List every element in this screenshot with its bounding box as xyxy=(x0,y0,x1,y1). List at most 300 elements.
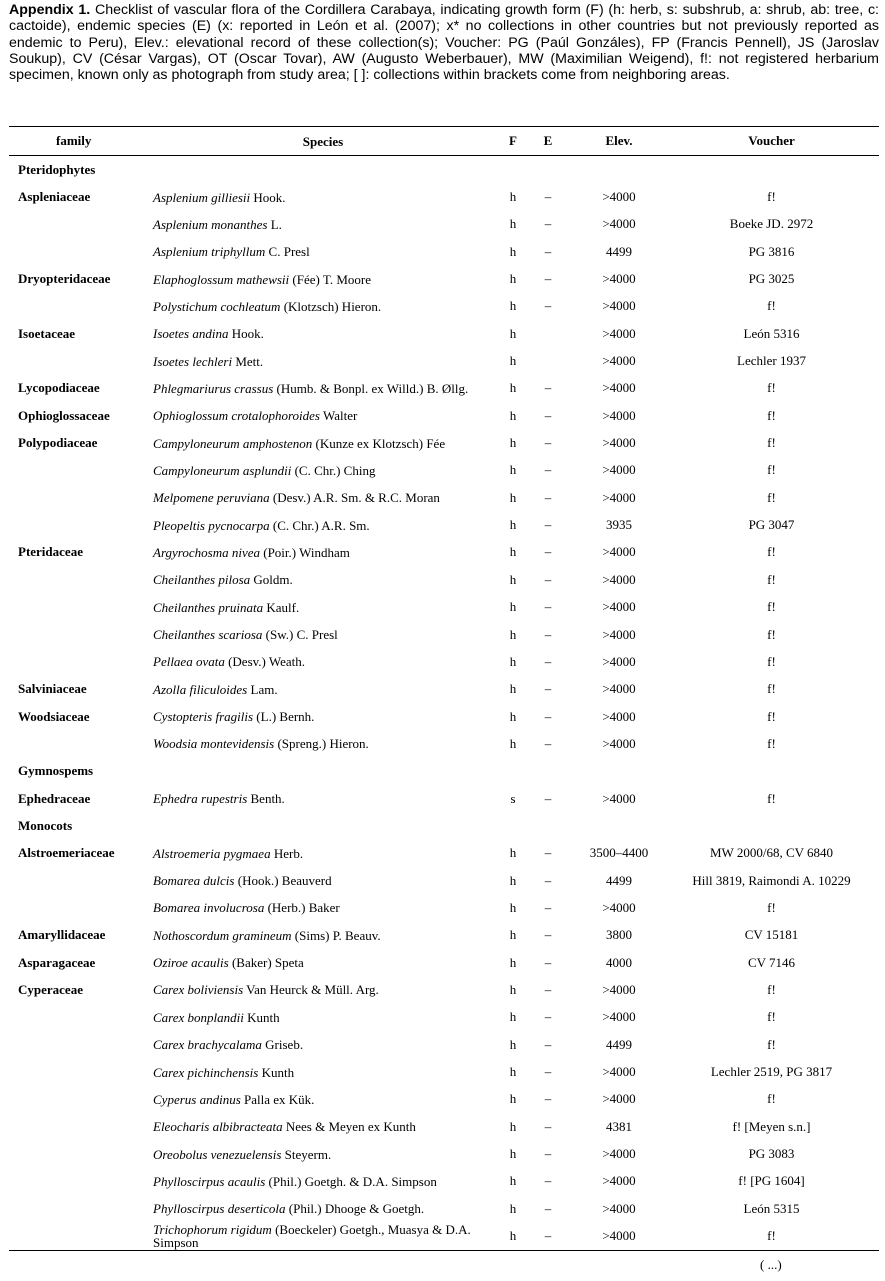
family-cell xyxy=(18,484,154,511)
species-name: Isoetes lechleri xyxy=(153,353,233,369)
elevation-cell: >4000 xyxy=(602,681,636,697)
table-row xyxy=(9,1140,879,1167)
elevation-cell: >4000 xyxy=(602,899,636,915)
voucher-cell: MW 2000/68, CV 6840 xyxy=(709,845,834,861)
species-cell xyxy=(153,1113,493,1140)
growth-form-cell: h xyxy=(509,708,517,724)
voucher-cell: f! xyxy=(767,1091,776,1107)
voucher-cell: f! xyxy=(767,1228,776,1244)
elevation-cell: 4499 xyxy=(606,243,632,259)
species-name: Ophioglossum crotalophoroides xyxy=(153,408,320,424)
species-author: (Herb.) Baker xyxy=(267,900,340,916)
species-author: (Baker) Speta xyxy=(231,955,304,971)
species-author: (Klotzsch) Hieron. xyxy=(283,298,382,314)
species-cell xyxy=(153,621,493,648)
elevation-cell: >4000 xyxy=(602,353,636,369)
group-label: Monocots xyxy=(18,817,73,833)
species-name: Polystichum cochleatum xyxy=(153,298,281,314)
table-row xyxy=(9,238,879,265)
elevation-cell: >4000 xyxy=(602,571,636,587)
species-cell xyxy=(153,785,493,812)
species-name: Oreobolus venezuelensis xyxy=(153,1146,282,1162)
endemic-cell: – xyxy=(544,954,552,970)
species-author: (Sw.) C. Presl xyxy=(265,627,338,643)
species-cell xyxy=(153,429,493,456)
growth-form-cell: h xyxy=(509,954,517,970)
endemic-cell: – xyxy=(544,681,552,697)
species-name: Eleocharis albibracteata xyxy=(153,1119,283,1135)
growth-form-cell: h xyxy=(509,1036,517,1052)
elevation-cell: >4000 xyxy=(602,599,636,615)
voucher-cell: f! xyxy=(767,1036,776,1052)
family-cell xyxy=(18,1222,154,1249)
growth-form-cell: h xyxy=(509,626,517,642)
growth-form-cell: h xyxy=(509,899,517,915)
endemic-cell: – xyxy=(544,1091,552,1107)
endemic-cell: – xyxy=(544,845,552,861)
group-label: Pteridophytes xyxy=(18,161,96,177)
species-author: Kaulf. xyxy=(266,599,300,615)
species-name: Woodsia montevidensis xyxy=(153,736,275,752)
table-row xyxy=(9,293,879,320)
table-row xyxy=(9,785,879,812)
endemic-cell: – xyxy=(544,1036,552,1052)
species-author: L. xyxy=(270,216,282,232)
group-row xyxy=(9,758,879,785)
table-row xyxy=(9,648,879,675)
species-name: Carex brachycalama xyxy=(153,1037,262,1053)
endemic-cell: – xyxy=(544,1064,552,1080)
header-f: F xyxy=(509,133,517,148)
endemic-cell: – xyxy=(544,899,552,915)
table-row xyxy=(9,922,879,949)
elevation-cell: >4000 xyxy=(602,216,636,232)
species-author: (Hook.) Beauverd xyxy=(237,873,332,889)
elevation-cell: >4000 xyxy=(602,435,636,451)
species-name: Melpomene peruviana xyxy=(153,490,270,506)
family-cell xyxy=(18,457,154,484)
species-author: (Spreng.) Hieron. xyxy=(277,736,369,752)
species-cell xyxy=(153,539,493,566)
voucher-cell: PG 3083 xyxy=(748,1146,795,1162)
elevation-cell: >4000 xyxy=(602,735,636,751)
species-author: Palla ex Kük. xyxy=(244,1091,315,1107)
table-row xyxy=(9,894,879,921)
species-author: Goldm. xyxy=(253,572,293,588)
endemic-cell: – xyxy=(544,271,552,287)
table-row xyxy=(9,183,879,210)
voucher-cell: f! xyxy=(767,407,776,423)
species-author: (Desv.) Weath. xyxy=(228,654,306,670)
family-cell: Lycopodiaceae xyxy=(18,380,100,396)
species-cell xyxy=(153,867,493,894)
voucher-cell: Lechler 2519, PG 3817 xyxy=(710,1064,833,1080)
family-cell xyxy=(18,238,154,265)
species-name: Alstroemeria pygmaea xyxy=(153,845,271,861)
growth-form-cell: h xyxy=(509,407,517,423)
growth-form-cell: h xyxy=(509,489,517,505)
species-name: Asplenium monanthes xyxy=(153,216,268,232)
endemic-cell: – xyxy=(544,489,552,505)
growth-form-cell: h xyxy=(509,1009,517,1025)
species-author: (Fée) T. Moore xyxy=(292,271,371,287)
species-cell xyxy=(153,347,493,374)
elevation-cell: >4000 xyxy=(602,380,636,396)
family-cell xyxy=(18,730,154,757)
species-name: Bomarea involucrosa xyxy=(153,900,265,916)
family-cell xyxy=(18,648,154,675)
group-row xyxy=(9,156,879,183)
species-cell xyxy=(153,1086,493,1113)
voucher-cell: f! [PG 1604] xyxy=(738,1173,805,1189)
species-cell xyxy=(153,730,493,757)
species-cell xyxy=(153,1140,493,1167)
elevation-cell: 4000 xyxy=(606,954,632,970)
endemic-cell: – xyxy=(544,216,552,232)
growth-form-cell: h xyxy=(509,599,517,615)
family-cell: Ophioglossaceae xyxy=(18,407,110,423)
header-elev: Elev. xyxy=(605,133,633,148)
voucher-cell: f! xyxy=(767,790,776,806)
table-row xyxy=(9,949,879,976)
voucher-cell: Hill 3819, Raimondi A. 10229 xyxy=(692,872,851,888)
endemic-cell: – xyxy=(544,407,552,423)
voucher-cell: f! xyxy=(767,489,776,505)
endemic-cell: – xyxy=(544,435,552,451)
growth-form-cell: h xyxy=(509,271,517,287)
growth-form-cell: h xyxy=(509,1228,517,1244)
elevation-cell: >4000 xyxy=(602,1228,636,1244)
table-row xyxy=(9,457,879,484)
species-name: Carex boliviensis xyxy=(153,982,244,998)
table-row xyxy=(9,320,879,347)
table-row xyxy=(9,375,879,402)
growth-form-cell: h xyxy=(509,1173,517,1189)
species-name: Pellaea ovata xyxy=(153,654,225,670)
table-row xyxy=(9,1168,879,1195)
growth-form-cell: h xyxy=(509,189,517,205)
species-cell xyxy=(153,566,493,593)
species-author: Van Heurck & Müll. Arg. xyxy=(246,982,379,998)
elevation-cell: >4000 xyxy=(602,1146,636,1162)
table-row xyxy=(9,211,879,238)
endemic-cell: – xyxy=(544,981,552,997)
growth-form-cell: h xyxy=(509,462,517,478)
species-author: Herb. xyxy=(273,845,304,861)
family-cell xyxy=(18,1113,154,1140)
endemic-cell xyxy=(534,347,562,374)
endemic-cell: – xyxy=(544,1228,552,1244)
species-cell xyxy=(153,703,493,730)
endemic-cell: – xyxy=(544,517,552,533)
elevation-cell: >4000 xyxy=(602,271,636,287)
family-cell: Dryopteridaceae xyxy=(18,271,111,287)
growth-form-cell: h xyxy=(509,435,517,451)
species-name: Cheilanthes pruinata xyxy=(153,599,264,615)
family-cell: Aspleniaceae xyxy=(18,189,91,205)
voucher-cell: f! xyxy=(767,380,776,396)
family-cell xyxy=(18,594,154,621)
species-name: Cheilanthes pilosa xyxy=(153,572,251,588)
growth-form-cell: h xyxy=(509,653,517,669)
family-cell xyxy=(18,1168,154,1195)
species-author: Walter xyxy=(322,408,358,424)
elevation-cell: >4000 xyxy=(602,189,636,205)
voucher-cell: f! xyxy=(767,298,776,314)
species-name: Campyloneurum amphostenon xyxy=(153,435,313,451)
endemic-cell: – xyxy=(544,872,552,888)
group-row xyxy=(9,812,879,839)
continuation-mark: ( ...) xyxy=(760,1257,782,1272)
voucher-cell: PG 3047 xyxy=(748,517,795,533)
family-cell: Cyperaceae xyxy=(18,981,83,997)
species-author: Griseb. xyxy=(265,1037,304,1053)
voucher-cell: León 5315 xyxy=(743,1200,800,1216)
table-row xyxy=(9,511,879,538)
elevation-cell: 4381 xyxy=(606,1118,632,1134)
elevation-cell: >4000 xyxy=(602,1200,636,1216)
family-cell xyxy=(18,347,154,374)
species-cell xyxy=(153,183,493,210)
table-row xyxy=(9,594,879,621)
species-author: (Humb. & Bonpl. ex Willd.) B. Øllg. xyxy=(276,380,469,396)
species-cell xyxy=(153,375,493,402)
caption-text: Checklist of vascular flora of the Cordillera Carabaya, indicating growth form (F) (h: herb, s: subshrub, a: shrub, ab: tree, c: cactoide), endemic species (E) (x: reported in León et al. (2007); x* no collections in other countries but not previously reported as endemic to Peru), Elev.: elevational record of these collection(s); Voucher: PG (Paúl Gonzáles), FP (Francis Pennell), JS (Jaroslav Soukup), CV (César Vargas), OT (Oscar Tovar), AW (Augusto Weberbauer), MW (Maximilian Weigend), f!: not registered herbarium specimen, known only as photograph from study area; [ ]: collections within brackets come from neighboring areas. xyxy=(9,2,879,84)
table-body xyxy=(9,156,879,1250)
endemic-cell: – xyxy=(544,1173,552,1189)
growth-form-cell: h xyxy=(509,353,517,369)
voucher-cell: f! xyxy=(767,708,776,724)
table-row xyxy=(9,840,879,867)
family-cell: Ephedraceae xyxy=(18,790,91,806)
elevation-cell: >4000 xyxy=(602,544,636,560)
table-row xyxy=(9,402,879,429)
growth-form-cell: h xyxy=(509,380,517,396)
species-author: Kunth xyxy=(247,1009,280,1025)
table-row xyxy=(9,484,879,511)
species-author: C. Presl xyxy=(268,244,310,260)
endemic-cell: – xyxy=(544,544,552,560)
voucher-cell: León 5316 xyxy=(743,325,800,341)
family-cell xyxy=(18,511,154,538)
species-author: Benth. xyxy=(250,791,285,807)
table-row xyxy=(9,1058,879,1085)
species-cell xyxy=(153,676,493,703)
endemic-cell: – xyxy=(544,927,552,943)
voucher-cell: f! [Meyen s.n.] xyxy=(732,1118,811,1134)
species-name: Carex pichinchensis xyxy=(153,1064,259,1080)
endemic-cell: – xyxy=(544,298,552,314)
species-cell xyxy=(153,211,493,238)
endemic-cell: – xyxy=(544,571,552,587)
elevation-cell: >4000 xyxy=(602,626,636,642)
elevation-cell: >4000 xyxy=(602,1009,636,1025)
header-e: E xyxy=(543,133,553,148)
species-author: (Kunze ex Klotzsch) Fée xyxy=(315,435,446,451)
species-cell xyxy=(153,320,493,347)
voucher-cell: f! xyxy=(767,735,776,751)
elevation-cell: >4000 xyxy=(602,1064,636,1080)
header-voucher: Voucher xyxy=(748,133,795,148)
table-bottom-rule xyxy=(9,1250,879,1251)
growth-form-cell: h xyxy=(509,1146,517,1162)
table-header xyxy=(9,127,879,156)
species-name: Asplenium triphyllum xyxy=(153,244,266,260)
species-cell xyxy=(153,1168,493,1195)
table-row xyxy=(9,621,879,648)
species-name: Phylloscirpus acaulis xyxy=(153,1173,266,1189)
growth-form-cell: h xyxy=(509,571,517,587)
voucher-cell: f! xyxy=(767,981,776,997)
species-name: Ephedra rupestris xyxy=(153,791,248,807)
voucher-cell: f! xyxy=(767,435,776,451)
endemic-cell xyxy=(534,320,562,347)
voucher-cell: CV 7146 xyxy=(747,954,796,970)
family-cell: Isoetaceae xyxy=(18,325,76,341)
species-cell xyxy=(153,511,493,538)
family-cell: Amaryllidaceae xyxy=(18,927,106,943)
species-author: Kunth xyxy=(261,1064,295,1080)
growth-form-cell: h xyxy=(509,1118,517,1134)
elevation-cell: >4000 xyxy=(602,708,636,724)
growth-form-cell: h xyxy=(509,243,517,259)
elevation-cell: 4499 xyxy=(606,872,632,888)
table-row xyxy=(9,1031,879,1058)
species-cell xyxy=(153,484,493,511)
growth-form-cell: h xyxy=(509,927,517,943)
elevation-cell: 3500–4400 xyxy=(589,845,649,861)
voucher-cell: f! xyxy=(767,544,776,560)
growth-form-cell: h xyxy=(509,981,517,997)
species-author: (Phil.) Goetgh. & D.A. Simpson xyxy=(268,1173,437,1189)
family-cell: Asparagaceae xyxy=(18,954,96,970)
endemic-cell: – xyxy=(544,626,552,642)
species-cell xyxy=(153,1004,493,1031)
table-row xyxy=(9,1113,879,1140)
family-cell xyxy=(18,1031,154,1058)
species-author: (Phil.) Dhooge & Goetgh. xyxy=(288,1201,425,1217)
family-cell xyxy=(18,211,154,238)
table-row xyxy=(9,1086,879,1113)
species-name: Asplenium gilliesii xyxy=(153,189,251,205)
elevation-cell: 3935 xyxy=(606,517,632,533)
species-author: (Sims) P. Beauv. xyxy=(294,927,381,943)
table-row xyxy=(9,730,879,757)
growth-form-cell: h xyxy=(509,845,517,861)
species-cell xyxy=(153,238,493,265)
voucher-cell: f! xyxy=(767,571,776,587)
species-cell xyxy=(153,265,493,292)
family-cell xyxy=(18,293,154,320)
voucher-cell: f! xyxy=(767,462,776,478)
endemic-cell: – xyxy=(544,790,552,806)
species-author: Steyerm. xyxy=(284,1146,332,1162)
growth-form-cell: h xyxy=(509,1200,517,1216)
species-name: Elaphoglossum mathewsii xyxy=(153,271,290,287)
voucher-cell: f! xyxy=(767,626,776,642)
table-row xyxy=(9,1195,879,1222)
species-author: (Poir.) Windham xyxy=(263,544,350,560)
species-name: Phylloscirpus deserticola xyxy=(153,1201,286,1217)
species-name: Campyloneurum asplundii xyxy=(153,462,292,478)
table-row xyxy=(9,976,879,1003)
checklist-table xyxy=(9,126,879,1251)
species-cell xyxy=(153,648,493,675)
table-row xyxy=(9,347,879,374)
species-author: Hook. xyxy=(231,326,264,342)
growth-form-cell: h xyxy=(509,216,517,232)
family-cell xyxy=(18,1086,154,1113)
species-name: Cyperus andinus xyxy=(153,1091,241,1107)
endemic-cell: – xyxy=(544,243,552,259)
elevation-cell: 3800 xyxy=(606,927,632,943)
group-label: Gymnospems xyxy=(18,763,94,779)
species-name: Argyrochosma nivea xyxy=(153,544,260,560)
elevation-cell: >4000 xyxy=(602,653,636,669)
growth-form-cell: h xyxy=(509,735,517,751)
growth-form-cell: s xyxy=(510,790,516,806)
family-cell xyxy=(18,1195,154,1222)
family-cell xyxy=(18,894,154,921)
table-row xyxy=(9,1004,879,1031)
growth-form-cell: h xyxy=(509,1064,517,1080)
family-cell: Alstroemeriaceae xyxy=(18,845,115,861)
family-cell: Pteridaceae xyxy=(18,544,83,560)
family-cell: Woodsiaceae xyxy=(18,708,90,724)
elevation-cell: >4000 xyxy=(602,1173,636,1189)
species-cell xyxy=(153,1058,493,1085)
species-name: Trichophorum rigidum xyxy=(153,1222,272,1238)
table-row xyxy=(9,539,879,566)
voucher-cell: Lechler 1937 xyxy=(737,353,806,369)
growth-form-cell: h xyxy=(509,544,517,560)
elevation-cell: 4499 xyxy=(606,1036,632,1052)
species-name: Cystopteris fragilis xyxy=(153,709,254,725)
table-row xyxy=(9,676,879,703)
species-name: Phlegmariurus crassus xyxy=(153,380,274,396)
species-name: Pleopeltis pycnocarpa xyxy=(153,517,270,533)
growth-form-cell: h xyxy=(509,681,517,697)
growth-form-cell: h xyxy=(509,298,517,314)
endemic-cell: – xyxy=(544,653,552,669)
species-cell xyxy=(153,976,493,1003)
header-species: Species xyxy=(302,133,344,149)
species-name: Azolla filiculoides xyxy=(153,681,248,697)
header-family: family xyxy=(56,133,92,148)
endemic-cell: – xyxy=(544,599,552,615)
family-cell xyxy=(18,566,154,593)
voucher-cell: CV 15181 xyxy=(744,927,799,943)
species-author: (Boeckeler) Goetgh., Muasya & D.A. Simpson xyxy=(153,1222,471,1251)
endemic-cell: – xyxy=(544,189,552,205)
growth-form-cell: h xyxy=(509,517,517,533)
species-cell xyxy=(153,922,493,949)
species-cell xyxy=(153,894,493,921)
family-cell: Salviniaceae xyxy=(18,681,87,697)
table-row xyxy=(9,867,879,894)
family-cell xyxy=(18,621,154,648)
voucher-cell: f! xyxy=(767,599,776,615)
voucher-cell: f! xyxy=(767,189,776,205)
endemic-cell: – xyxy=(544,708,552,724)
elevation-cell: >4000 xyxy=(602,298,636,314)
species-name: Oziroe acaulis xyxy=(153,955,229,971)
endemic-cell: – xyxy=(544,1146,552,1162)
species-cell xyxy=(153,840,493,867)
endemic-cell: – xyxy=(544,1118,552,1134)
endemic-cell: – xyxy=(544,462,552,478)
species-author: (C. Chr.) Ching xyxy=(294,462,376,478)
